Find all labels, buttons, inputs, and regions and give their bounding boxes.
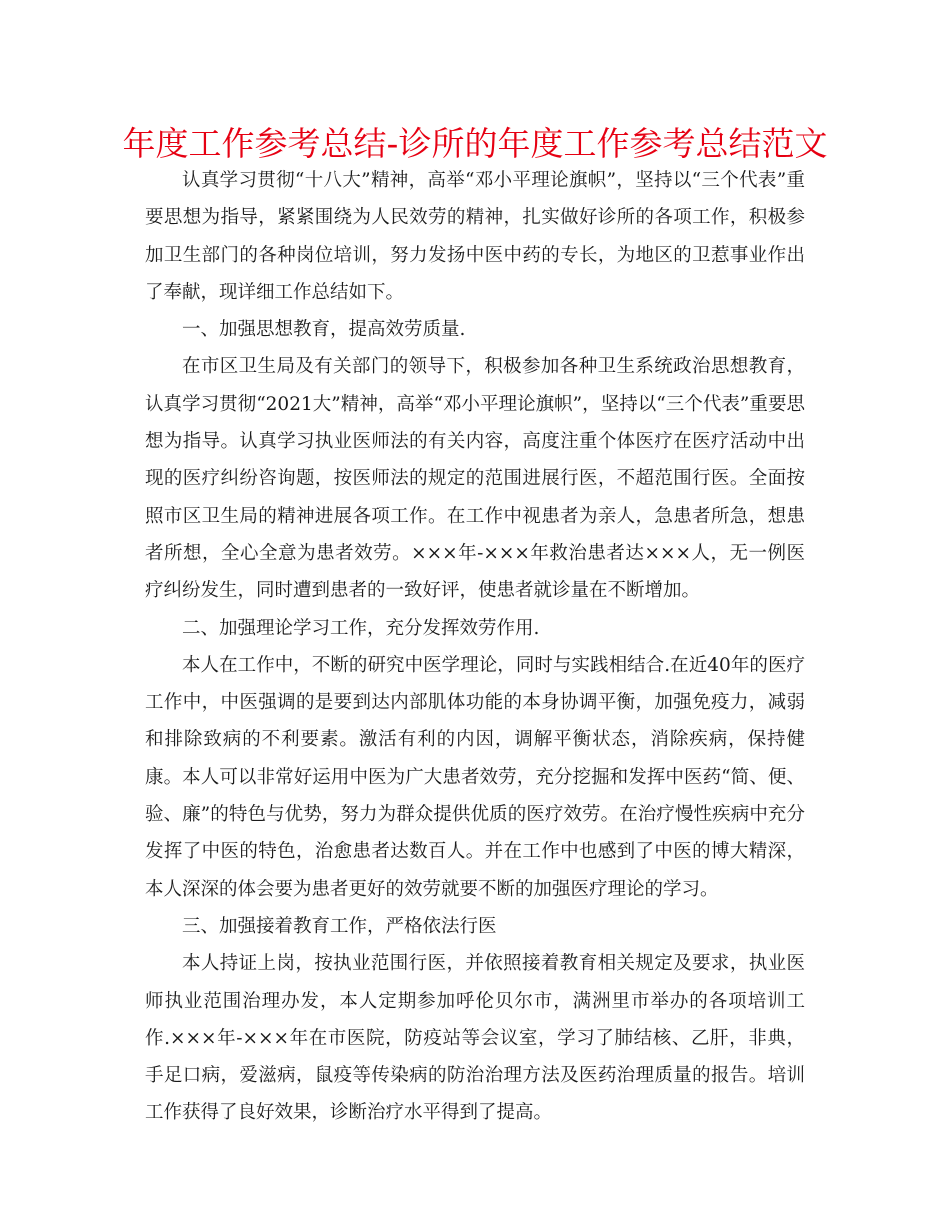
document-title: 年度工作参考总结-诊所的年度工作参考总结范文 <box>122 124 828 163</box>
document-body <box>145 162 805 1132</box>
section-heading-2: 二、加强理论学习工作，充分发挥效劳作用. <box>182 617 540 639</box>
paragraph-section-1: 在市区卫生局及有关部门的领导下，积极参加各种卫生系统政治思想教育，认真学习贯彻“2021大”精神，高举“邓小平理论旗帜”，坚持以“三个代表”重要思想为指导。认真学习执业医师法的有关内容，高度注重个体医疗在医疗活动中出现的医疗纠纷咨询题，按医师法的规定的范围进展行医，不超范围行医。全面按照市区卫生局的精神进展各项工作。在工作中视患者为亲人，急患者所急，想患者所想，全心全意为患者效劳。×××年-×××年救治患者达×××人，无一例医疗纠纷发生，同时遭到患者的一致好评，使患者就诊量在不断增加。 <box>145 356 805 602</box>
paragraph-section-2: 本人在工作中，不断的研究中医学理论，同时与实践相结合.在近40年的医疗工作中，中医强调的是要到达内部肌体功能的本身协调平衡，加强免疫力，减弱和排除致病的不利要素。激活有利的内因，调解平衡状态，消除疾病，保持健康。本人可以非常好运用中医为广大患者效劳，充分挖掘和发挥中医药“简、便、验、廉”的特色与优势，努力为群众提供优质的医疗效劳。在治疗慢性疾病中充分发挥了中医的特色，治愈患者达数百人。并在工作中也感到了中医的博大精深，本人深深的体会要为患者更好的效劳就要不断的加强医疗理论的学习。 <box>145 654 805 900</box>
section-heading-3: 三、加强接着教育工作，严格依法行医 <box>182 915 497 937</box>
paragraph-section-3: 本人持证上岗，按执业范围行医，并依照接着教育相关规定及要求，执业医师执业范围治理办发，本人定期参加呼伦贝尔市，满洲里市举办的各项培训工作.×××年-×××年在市医院，防疫站等会议室，学习了肺结核、乙肝，非典，手足口病，爱滋病，鼠疫等传染病的防治治理方法及医药治理质量的报告。培训工作获得了良好效果，诊断治疗水平得到了提高。 <box>145 953 805 1124</box>
section-heading-1: 一、加强思想教育，提高效劳质量. <box>182 319 466 341</box>
paragraph-intro: 认真学习贯彻“十八大”精神，高举“邓小平理论旗帜”，坚持以“三个代表”重要思想为指导，紧紧围绕为人民效劳的精神，扎实做好诊所的各项工作，积极参加卫生部门的各种岗位培训，努力发扬中医中药的专长，为地区的卫惹事业作出了奉献，现详细工作总结如下。 <box>145 170 805 303</box>
